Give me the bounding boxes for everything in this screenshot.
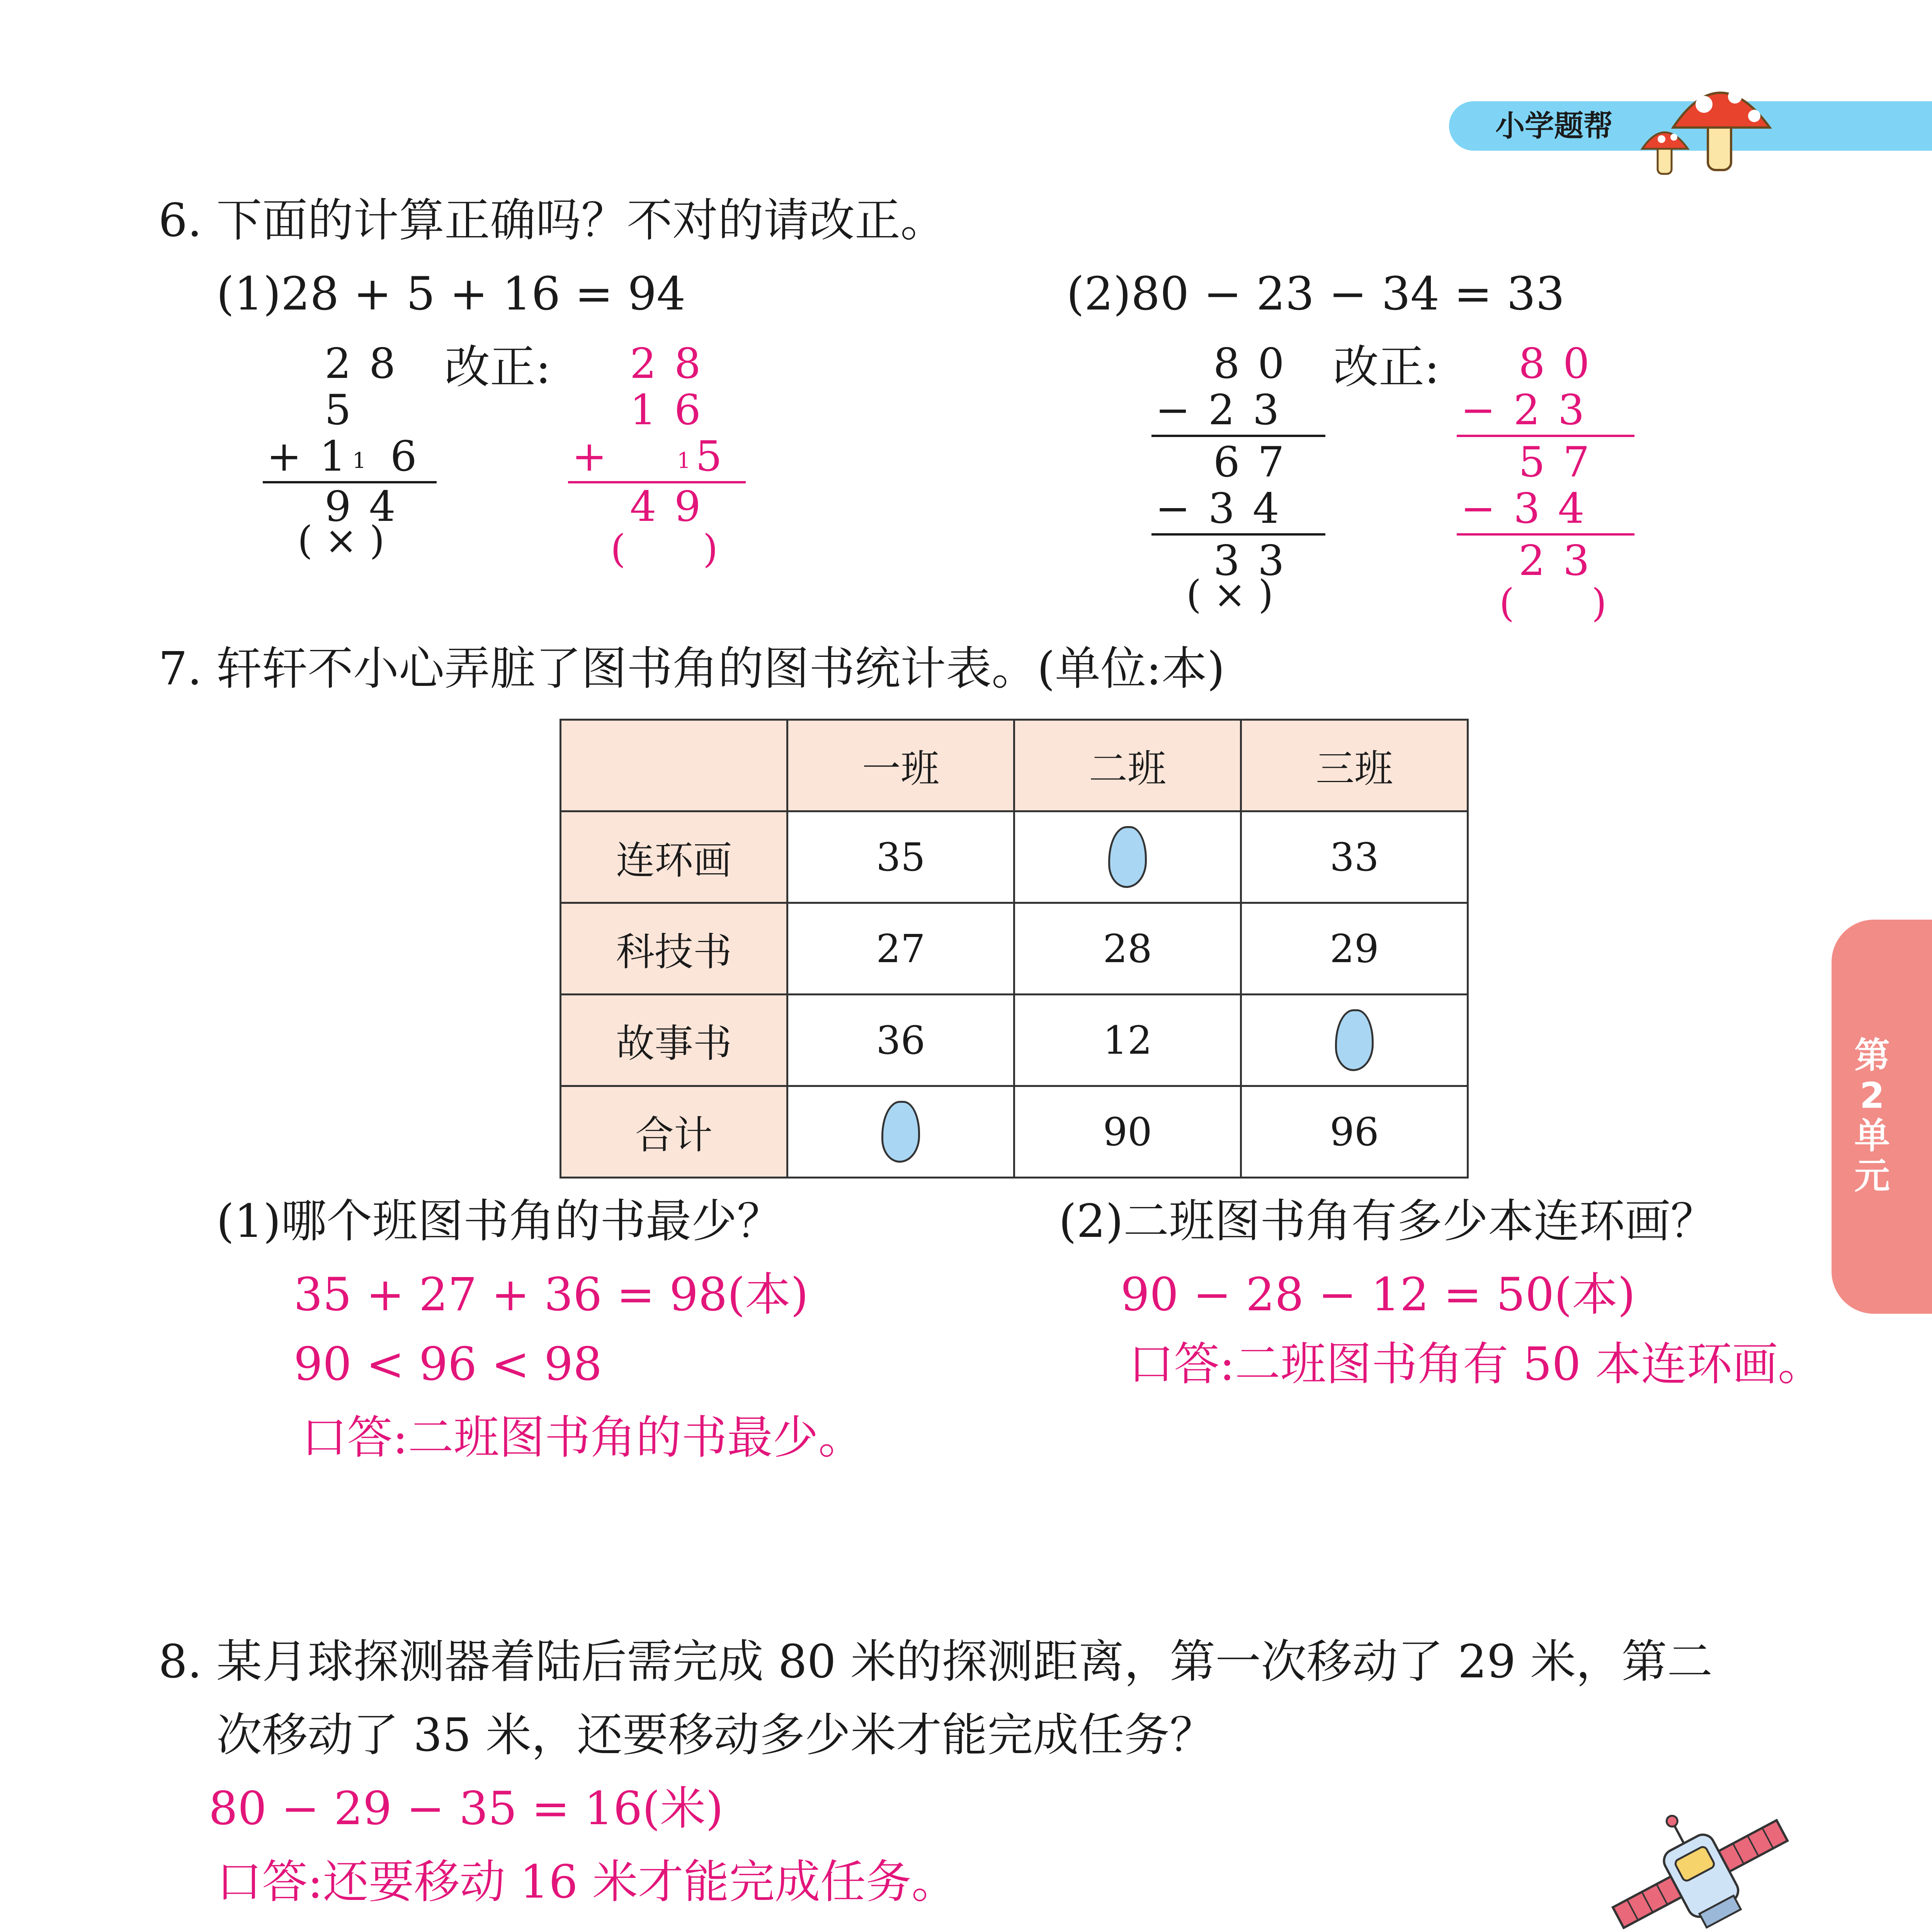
table-row-head: 故事书 [561,995,787,1086]
q6-p2-fix-label: 改正: [1333,340,1440,394]
ink-smudge [881,1101,920,1163]
q6-p1-wrong-line2: 5 [325,386,354,434]
table-header-class2: 二班 [1014,720,1241,811]
table-cell-smudged [1014,811,1241,903]
q6-p1-fix-label: 改正: [444,340,551,394]
q6-p1-fix-result: 4 9 [630,483,703,531]
q6-p2-wrong-line3: 6 7 [1213,438,1287,486]
table-cell: 90 [1014,1086,1241,1178]
q6-p1-wrong-line1: 2 8 [325,340,398,388]
table-cell-smudged [787,1086,1014,1178]
q6-p2-mark: ( × ) [1186,572,1274,617]
q8-line2: 次移动了 35 米，还要移动多少米才能完成任务？ [216,1708,1216,1762]
q6-p1-wrong-line3b: 6 [390,432,419,481]
q6-p1-fix-carry: 1 [677,448,691,473]
q7-p1-work2: 90 < 96 < 98 [294,1337,602,1391]
q6-p2-wrong-rule2 [1151,533,1325,536]
table-cell: 27 [787,903,1014,995]
q6-p2-fix-line1: 8 0 [1519,340,1592,388]
q7-p2-answer: 口答:二班图书角有 50 本连环画。 [1128,1337,1823,1391]
table-cell: 33 [1241,811,1468,903]
table-row-head: 合计 [561,1086,787,1178]
q6-p2-wrong-line4: − 3 4 [1155,485,1282,533]
table-cell-smudged [1241,995,1468,1086]
q6-p2-wrong-result: 3 3 [1213,537,1287,585]
lunar-probe-icon [1604,1793,1797,1932]
q6-p2-fix-rule2 [1457,533,1634,536]
q6-p2-fix-rule1 [1457,435,1634,437]
q6-p1-label: (1)28 + 5 + 16 = 94 [216,267,686,320]
q6-p1-mark: ( × ) [298,518,385,563]
q7-p1-work1: 35 + 27 + 36 = 98(本) [294,1268,809,1321]
q7-p2-work1: 90 − 28 − 12 = 50(本) [1121,1268,1636,1321]
q6-p1-fix-line1: 2 8 [630,340,703,388]
table-cell: 12 [1014,995,1241,1086]
q6-p1-fix-line2: 1 6 [630,386,703,434]
q6-p2-wrong-line2: − 2 3 [1155,386,1282,434]
header-brand: 小学题帮 [1495,109,1613,143]
q6-p2-fix-result: 2 3 [1519,537,1592,585]
q7-p2-question: (2)二班图书角有多少本连环画？ [1059,1194,1716,1248]
q6-p2-fix-line2: − 2 3 [1461,386,1587,434]
table-header-corner [561,720,787,811]
mushroom-icon [1638,62,1785,178]
q6-p2-wrong-line1: 8 0 [1213,340,1287,388]
q6-p1-wrong-carry: 1 [352,448,366,473]
table-header-class3: 三班 [1241,720,1468,811]
q8-line1: 8. 某月球探测器着陆后需完成 80 米的探测距离，第一次移动了 29 米，第二 [158,1635,1713,1688]
table-header-class1: 一班 [787,720,1014,811]
table-cell: 29 [1241,903,1468,995]
q8-answer: 口答:还要移动 16 米才能完成任务。 [216,1855,957,1908]
q6-p1-fix-plus: + [572,432,609,481]
ink-smudge [1335,1009,1374,1071]
table-row-head: 科技书 [561,903,787,995]
q6-p2-wrong-rule1 [1151,435,1325,437]
book-stats-table [560,719,1469,1179]
table-cell: 36 [787,995,1014,1086]
q6-p1-wrong-line3a: + 1 [267,432,349,481]
q6-p1-wrong-result: 9 4 [325,483,398,531]
q8-work: 80 − 29 − 35 = 16(米) [209,1782,724,1835]
unit-tab-label: 第2单元 [1854,1035,1890,1197]
table-cell: 35 [787,811,1014,903]
q7-title: 7. 轩轩不小心弄脏了图书角的图书统计表。(单位:本) [158,642,1225,695]
q6-p1-fix-line3: 5 [696,432,724,481]
q6-p2-fix-line4: − 3 4 [1461,485,1587,533]
q6-p2-label: (2)80 − 23 − 34 = 33 [1066,267,1565,320]
q7-p1-question: (1)哪个班图书角的书最少？ [216,1194,783,1248]
table-cell: 28 [1014,903,1241,995]
q6-p2-fix-line3: 5 7 [1519,438,1592,486]
q7-p1-answer: 口答:二班图书角的书最少。 [301,1411,864,1464]
q6-p1-blank: ( ) [611,526,718,571]
table-cell: 96 [1241,1086,1468,1178]
table-row-head: 连环画 [561,811,787,903]
q6-title: 6. 下面的计算正确吗？不对的请改正。 [158,194,946,247]
ink-smudge [1108,826,1147,888]
q6-p2-blank: ( ) [1499,580,1607,626]
